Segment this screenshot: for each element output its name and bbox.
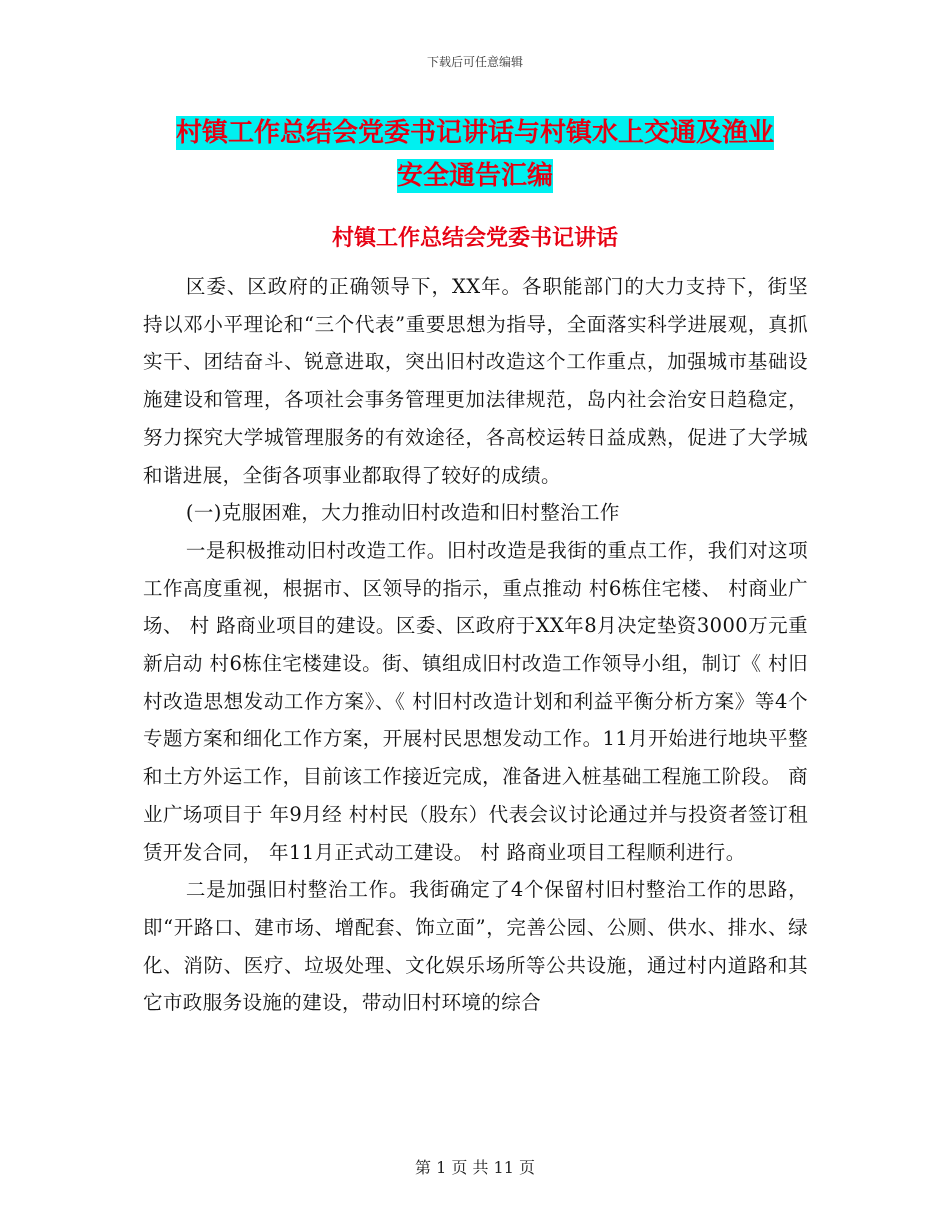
- document-title: [150, 112, 800, 198]
- document-title-line1: 村镇工作总结会党委书记讲话与村镇水上交通及渔业: [175, 118, 774, 148]
- paragraph: 一是积极推动旧村改造工作。旧村改造是我街的重点工作，我们对这项工作高度重视，根据市、区领导的指示，重点推动 村6栋住宅楼、 村商业广场、 村 路商业项目的建设。区委、区政府于XX年8月决定垫资3000万元重新启动 村6栋住宅楼建设。街、镇组成旧村改造工作领导小组，制订《 村旧村改造思想发动工作方案》、《 村旧村改造计划和利益平衡分析方案》等4个专题方案和细化工作方案，开展村民思想发动工作。11月开始进行地块平整和土方外运工作，目前该工作接近完成，准备进入桩基础工程施工阶段。 商业广场项目于 年9月经 村村民（股东）代表会议讨论通过并与投资者签订租赁开发合同， 年11月正式动工建设。 村 路商业项目工程顺利进行。: [143, 538, 808, 864]
- page-footer: 第 1 页 共 11 页: [415, 1158, 535, 1177]
- paragraph: 区委、区政府的正确领导下，XX年。各职能部门的大力支持下，街坚持以邓小平理论和“三个代表”重要思想为指导，全面落实科学进展观，真抓实干、团结奋斗、锐意进取，突出旧村改造这个工作重点，加强城市基础设施建设和管理，各项社会事务管理更加法律规范，岛内社会治安日趋稳定，努力探究大学城管理服务的有效途径，各高校运转日益成熟，促进了大学城和谐进展，全街各项事业都取得了较好的成绩。: [143, 275, 808, 487]
- paragraph: (一)克服困难，大力推动旧村改造和旧村整治工作: [185, 501, 620, 525]
- document-title-line2: 安全通告汇编: [396, 161, 553, 191]
- section-title: 村镇工作总结会党委书记讲话: [331, 225, 618, 251]
- paragraph: 二是加强旧村整治工作。我街确定了4个保留村旧村整治工作的思路，即“开路口、建市场、增配套、饰立面”，完善公园、公厕、供水、排水、绿化、消防、医疗、垃圾处理、文化娱乐场所等公共设施，通过村内道路和其它市政服务设施的建设，带动旧村环境的综合: [143, 878, 808, 1015]
- header-note: 下载后可任意编辑: [426, 55, 523, 69]
- document-body: [143, 268, 808, 1022]
